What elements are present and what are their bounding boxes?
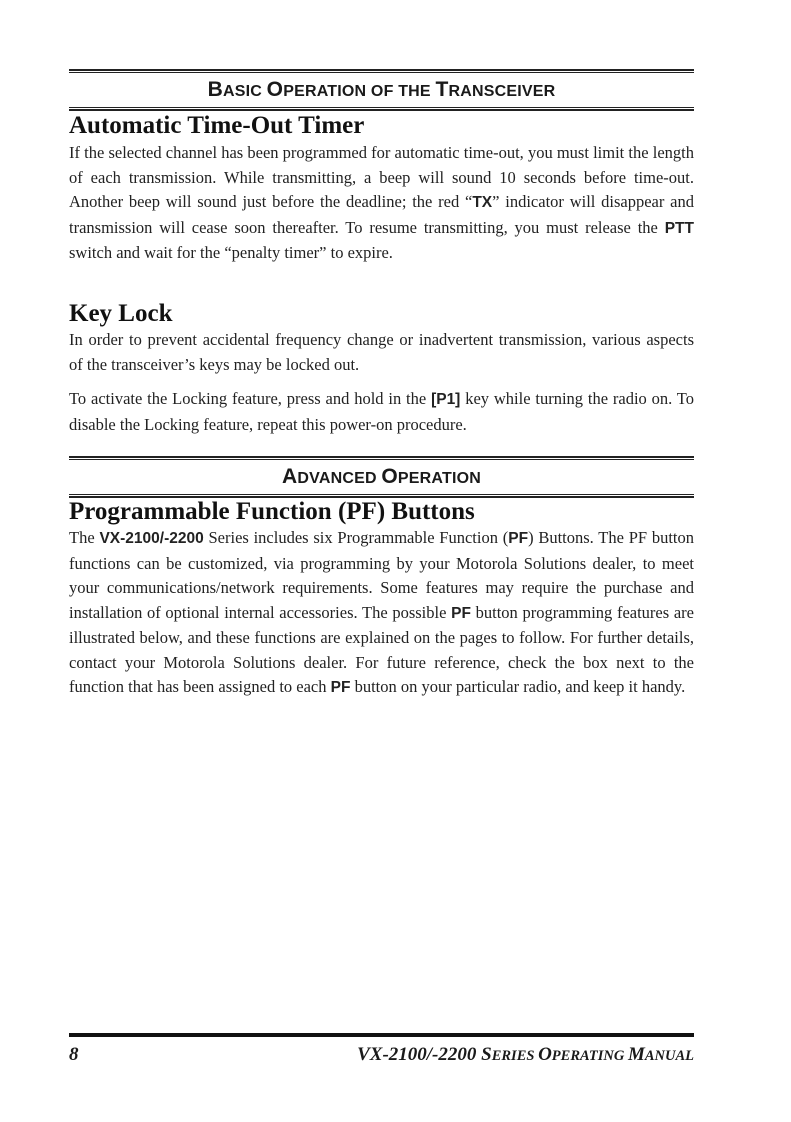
heading-key-lock: Key Lock — [69, 300, 173, 327]
keyword-tx: TX — [472, 194, 493, 211]
keyword-pf: PF — [330, 679, 351, 696]
section-rule-bottom — [69, 107, 694, 111]
section-header-advanced-operation — [69, 456, 694, 498]
footer-rule — [69, 1033, 694, 1037]
manual-title: VX-2100/-2200 SERIES OPERATING MANUAL — [357, 1044, 694, 1065]
page-footer — [69, 1033, 694, 1068]
section-header-basic-operation — [69, 69, 694, 111]
section-title: ADVANCED OPERATION — [282, 465, 481, 488]
paragraph-time-out-timer: If the selected channel has been programmed for automatic time-out, you must limit the length of each transmission. While transmitting, a beep will sound 10 seconds before time-out. Another beep will sound just before the deadline; the red “TX” indicator will disappear and transmission will cease soon thereafter. To resume transmitting, you must release the PTT switch and wait for the “penalty timer” to expire. — [69, 143, 694, 262]
section-title: BASIC OPERATION OF THE TRANSCEIVER — [207, 78, 556, 101]
paragraph-pf-buttons: The VX-2100/-2200 Series includes six Programmable Function (PF) Buttons. The PF button functions can be customized, via programming by your Motorola Solutions dealer, to meet your communications/network requirements. Some features may require the purchase and installation of optional internal accessories. The possible PF button programming features are illustrated below, and these functions are explained on the pages to follow. For further details, contact your Motorola Solutions dealer. For future reference, check the box next to the function that has been assigned to each PF button on your particular radio, and keep it handy. — [69, 528, 695, 696]
keyword-model: VX-2100/-2200 — [99, 530, 204, 547]
heading-pf-buttons: Programmable Function (PF) Buttons — [69, 498, 475, 525]
keyword-pf: PF — [451, 604, 471, 622]
paragraph-key-lock-1: In order to prevent accidental frequency change or inadvertent transmission, various aspects of the transceiver’s keys may be locked out. — [69, 330, 694, 374]
paragraph-key-lock-2: To activate the Locking feature, press and hold in the [P1] key while turning the radio on. To disable the Locking feature, repeat this power-on procedure. — [69, 389, 694, 434]
page-number: 8 — [69, 1044, 79, 1065]
section-rule-top — [69, 69, 694, 73]
section-rule-top — [69, 456, 694, 460]
keyword-pf: PF — [508, 530, 529, 547]
keyword-ptt: PTT — [664, 219, 694, 237]
heading-time-out-timer: Automatic Time-Out Timer — [69, 112, 365, 139]
keyword-p1: [P1] — [431, 391, 461, 408]
